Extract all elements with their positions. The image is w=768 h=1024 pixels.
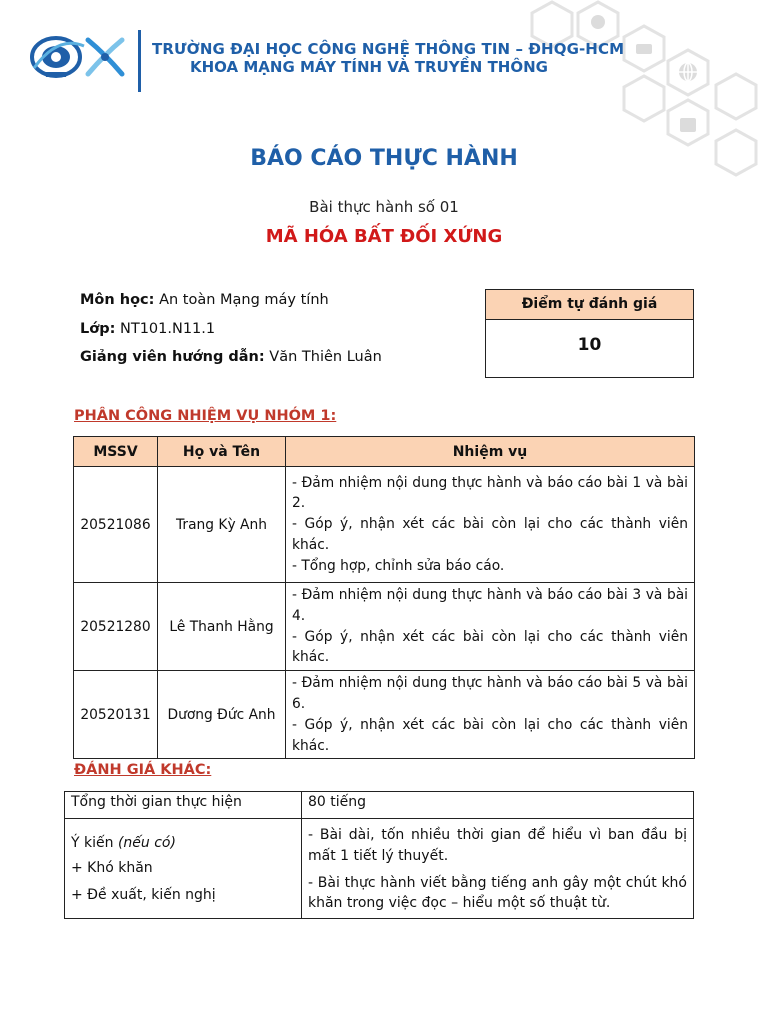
student-name: Lê Thanh Hằng	[158, 583, 286, 671]
task-line: - Đảm nhiệm nội dung thực hành và báo cáo bài 3 và bài 4.	[292, 587, 688, 624]
university-name: TRƯỜNG ĐẠI HỌC CÔNG NGHỆ THÔNG TIN – ĐHQG-HCM	[152, 40, 625, 58]
course-value: An toàn Mạng máy tính	[159, 292, 329, 308]
table-row	[74, 671, 695, 759]
opinion-label: Ý kiến	[71, 835, 114, 851]
faculty-logo-icon	[84, 36, 126, 78]
table-row	[74, 467, 695, 583]
feedback-cell	[302, 819, 694, 919]
faculty-name: KHOA MẠNG MÁY TÍNH VÀ TRUYỀN THÔNG	[190, 58, 548, 76]
table-row	[74, 583, 695, 671]
proposal-label: + Đề xuất, kiến nghị	[71, 886, 216, 903]
feedback-line: - Bài thực hành viết bằng tiếng anh gây một chút khó khăn trong việc đọc – hiểu một số thuật từ.	[308, 874, 687, 912]
opinion-heading	[71, 821, 295, 855]
opinion-note: (nếu có)	[117, 835, 176, 851]
score-box	[485, 289, 694, 378]
task-line: - Đảm nhiệm nội dung thực hành và báo cáo bài 1 và bài 2.	[292, 474, 688, 512]
class-label: Lớp:	[80, 321, 116, 337]
university-logo-icon	[28, 30, 88, 82]
task-line: - Tổng hợp, chỉnh sửa báo cáo.	[292, 557, 505, 574]
column-header-task: Nhiệm vụ	[286, 437, 695, 467]
score-value: 10	[577, 335, 602, 355]
task-line: - Góp ý, nhận xét các bài còn lại cho các thành viên khác.	[292, 516, 688, 553]
opinion-cell	[65, 819, 302, 919]
table-row	[65, 792, 694, 819]
task-line: - Đảm nhiệm nội dung thực hành và báo cáo bài 5 và bài 6.	[292, 675, 688, 712]
instructor-value: Văn Thiên Luân	[269, 349, 382, 365]
student-id: 20520131	[74, 671, 158, 759]
student-id: 20521280	[74, 583, 158, 671]
student-id: 20521086	[74, 467, 158, 583]
task-line: - Góp ý, nhận xét các bài còn lại cho các thành viên khác.	[292, 628, 688, 666]
task-table	[73, 436, 695, 759]
student-name: Dương Đức Anh	[158, 671, 286, 759]
column-header-id: MSSV	[74, 437, 158, 467]
difficulty-label: + Khó khăn	[71, 860, 153, 876]
eval-table	[64, 791, 694, 919]
task-cell	[286, 671, 695, 759]
lab-name: MÃ HÓA BẤT ĐỐI XỨNG	[265, 226, 503, 247]
table-row	[65, 819, 694, 919]
total-time-value: 80 tiếng	[302, 792, 694, 819]
task-table-header-row	[74, 437, 695, 467]
instructor-info	[80, 349, 382, 365]
task-line: - Góp ý, nhận xét các bài còn lại cho các thành viên khác.	[292, 716, 688, 754]
task-cell	[286, 467, 695, 583]
lab-number: Bài thực hành số 01	[309, 198, 459, 216]
course-label: Môn học:	[80, 292, 155, 308]
class-value: NT101.N11.1	[120, 321, 216, 337]
instructor-label: Giảng viên hướng dẫn:	[80, 349, 265, 365]
column-header-name: Họ và Tên	[158, 437, 286, 467]
score-label: Điểm tự đánh giá	[486, 290, 693, 320]
task-section-heading: PHÂN CÔNG NHIỆM VỤ NHÓM 1:	[74, 408, 337, 424]
total-time-label: Tổng thời gian thực hiện	[65, 792, 302, 819]
course-info	[80, 292, 329, 308]
report-title: BÁO CÁO THỰC HÀNH	[250, 146, 518, 171]
class-info	[80, 321, 215, 337]
eval-section-heading: ĐÁNH GIÁ KHÁC:	[74, 762, 212, 778]
feedback-line: - Bài dài, tốn nhiều thời gian để hiểu vì ban đầu bị mất 1 tiết lý thuyết.	[308, 827, 687, 864]
student-name: Trang Kỳ Anh	[158, 467, 286, 583]
header-divider	[138, 30, 141, 92]
task-cell	[286, 583, 695, 671]
